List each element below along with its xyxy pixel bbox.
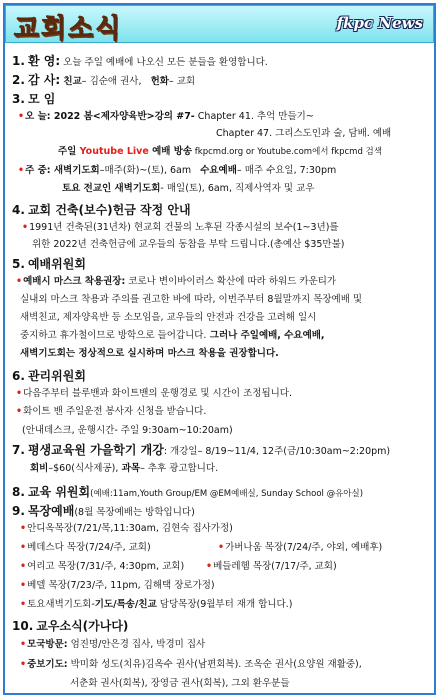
header-banner	[5, 5, 434, 43]
van-driver-notice: •화이트 밴 주일운전 봉사자 신청을 받습니다.	[16, 406, 207, 417]
meeting-today: •오 늘: 2022 봄<제자양육반>강의 #7- Chapter 41. 추억 만들기~	[18, 111, 314, 122]
section-meetings-heading: 3. 모 임	[12, 92, 56, 106]
youtube-live: 주일 Youtube Live 예배 방송 fkpcmd.org or Youtube.com에서 fkpcmd 검색	[58, 146, 382, 157]
building-fund-line-2: 위한 2022년 건축헌금에 교우들의 동참을 부탁 드립니다.(총예산 $35만불)	[32, 239, 345, 250]
meeting-today-cont: Chapter 47. 그리스도인과 술, 담배. 예배	[216, 128, 392, 139]
section-thanks: 2. 감 사: 친교– 김순애 권사, 헌화– 교회	[12, 73, 196, 87]
member-prayer-cont: 서춘화 권사(회복), 장영금 권사(회복), 그외 환우분들	[70, 678, 290, 689]
cell-item: •베델 목장(7/23/주, 11pm, 김해택 장로가정)	[20, 580, 215, 591]
page-title: 교회소식	[14, 14, 123, 44]
lifelong-education-fee: 회비–$60(식사제공), 과목– 추후 광고합니다.	[30, 463, 219, 474]
cell-item: •베데스다 목장(7/24/주, 교회)	[20, 542, 151, 553]
van-driver-info: (안내데스크, 운행시간- 주일 9:30am~10:20am)	[22, 425, 233, 436]
cell-item: •베들레헴 목장(7/17/주, 교회)	[206, 561, 337, 572]
section-cell-worship: 9. 목장예배(8월 목장예배는 방학입니다)	[12, 504, 195, 518]
cell-item: •여리고 목장(7/31/주, 4:30pm, 교회)	[20, 561, 185, 572]
mask-notice-line-1: •예배시 마스크 착용권장: 코로나 변이바이러스 확산에 따라 하워드 카운티가	[16, 276, 337, 287]
section-management-committee: 6. 관리위원회	[12, 369, 86, 383]
cell-saturday-prayer: •토요새벽기도회-기도/특송/친교 담당목장(9월부터 재개 합니다.)	[20, 599, 293, 610]
mask-notice-line-2: 실내외 마스크 착용과 주의를 권고한 바에 따라, 이번주부터 8월말까지 목장예배 및	[20, 294, 363, 305]
section-worship-committee: 5. 예배위원회	[12, 257, 86, 271]
meeting-saturday: 토요 전교인 새벽기도회- 매일(토), 6am, 직제사역자 및 교우	[62, 183, 315, 194]
section-education-committee: 8. 교육 위원회(예배:11am,Youth Group/EM @EM예배실, Sunday School @유아실)	[12, 485, 364, 499]
member-visit: •모국방문: 엄진명/안은경 집사, 박경미 집사	[20, 639, 206, 650]
mask-notice-line-3: 새벽친교, 제자양육반 등 소모임을, 교우들의 안전과 건강을 고려해 일시	[20, 312, 317, 323]
member-prayer: •중보기도: 박미화 성도(치유)김옥수 권사(남편회복). 조옥순 권사(요양원 재활중),	[20, 659, 362, 670]
section-member-news: 10. 교우소식(가나다)	[12, 619, 129, 633]
section-building-fund: 4. 교회 건축(보수)헌금 작정 안내	[12, 203, 191, 217]
section-welcome: 1. 환 영: 오늘 주일 예배에 나오신 모든 분들을 환영합니다.	[12, 54, 268, 68]
building-fund-line-1: •1991년 건축된(31년차) 현교회 건물의 노후된 각종시설의 보수(1~3년)를	[22, 222, 339, 233]
van-route-notice: •다음주부터 블루밴과 화이트밴의 운행경로 및 시간이 조정됩니다.	[16, 388, 292, 399]
meeting-weekday: •주 중: 새벽기도회–매주(화)~(토), 6am 수요예배– 매주 수요일, 7:30pm	[18, 165, 337, 176]
mask-notice-line-4: 중지하고 휴가철이므로 방학으로 들어갑니다. 그러나 주일예배, 수요예배,	[20, 330, 325, 341]
mask-notice-line-5: 새벽기도회는 정상적으로 실시하며 마스크 착용을 권장합니다.	[20, 348, 279, 359]
cell-item: •가버나움 목장(7/24/주, 야외, 예배후)	[218, 542, 383, 553]
cell-item: •안디옥목장(7/21/목,11:30am, 김현숙 집사가정)	[20, 523, 233, 534]
news-label: fkpc News	[336, 14, 423, 32]
section-lifelong-education: 7. 평생교육원 가을학기 개강: 개강일– 8/19~11/4, 12주(금/10:30am~2:20pm)	[12, 443, 391, 457]
